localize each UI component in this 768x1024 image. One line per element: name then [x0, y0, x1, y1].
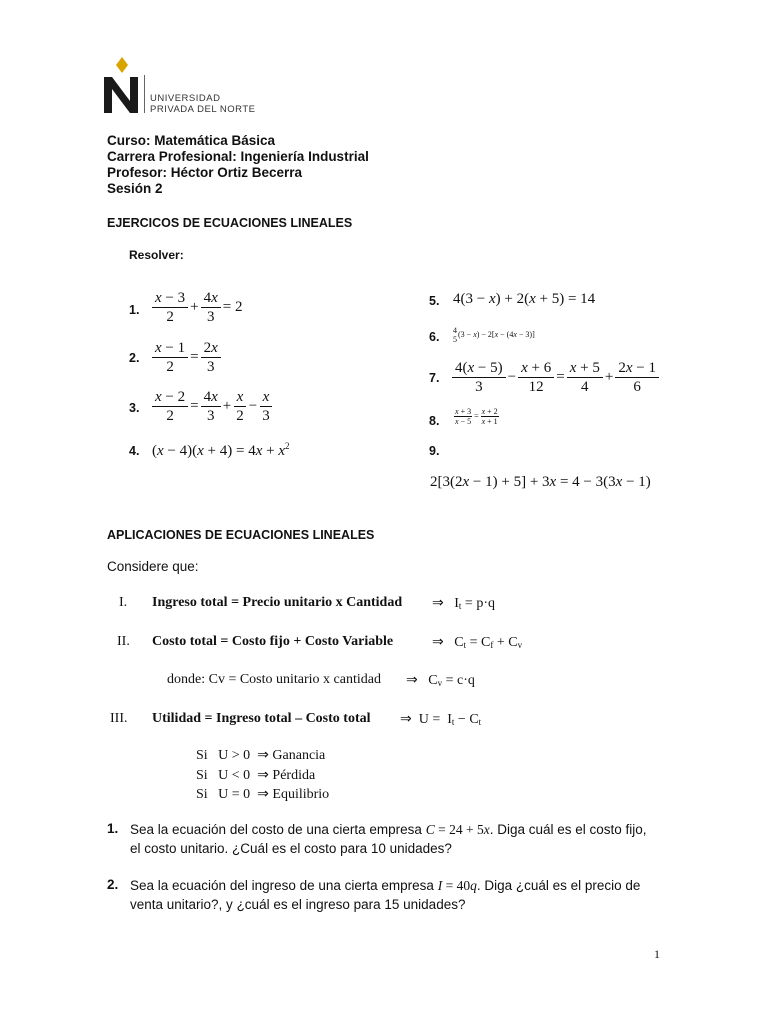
resolver-label: Resolver:: [129, 248, 184, 262]
exercise-number-4: 4.: [129, 444, 140, 458]
condition-loss: Si U < 0 ⇒ Pérdida: [196, 768, 316, 783]
cost-definition: Costo total = Costo fijo + Costo Variable: [152, 634, 394, 649]
problem-number-2: 2.: [107, 877, 119, 892]
exercise-number-7: 7.: [429, 371, 440, 385]
exercise-equation-4: $(x - 4)(x + 4) = 4x + x^2$: [152, 441, 290, 459]
variable-cost-formula: ⇒ $C_v = c\cdot q$: [406, 673, 475, 688]
problem-text-1: Sea la ecuación del costo de una cierta empresa C = 24 + 5x. Diga cuál es el costo fijo, el costo unitario. ¿Cuál es el costo para 10 unidades?: [130, 822, 647, 856]
condition-equilibrium: Si U = 0 ⇒ Equilibrio: [196, 787, 330, 802]
income-definition: Ingreso total = Precio unitario x Cantidad: [152, 595, 403, 610]
condition-gain: Si U > 0 ⇒ Ganancia: [196, 748, 326, 763]
logo-text-line1: UNIVERSIDAD: [150, 93, 221, 104]
section-title-linear-equations: EJERCICOS DE ECUACIONES LINEALES: [107, 216, 353, 230]
income-equation: I = 40q: [437, 878, 477, 893]
exercise-number-8: 8.: [429, 414, 440, 428]
exercise-equation-3: $\frac{x - 2}{2}$ = $\frac{4x}{3}$ + $\frac{x}{2}$ − $\frac{x}{3}$: [150, 389, 275, 424]
exercise-equation-5: 4(3 − x) + 2(x + 5) = 14: [453, 291, 596, 307]
profit-formula: ⇒ $U = I_t - C_t$: [400, 712, 482, 727]
exercise-equation-7: $\frac{4(x - 5)}{3}$ − $\frac{x + 6}{12}$ = $\frac{x + 5}{4}$ + $\frac{2x - 1}{6}$: [450, 360, 661, 395]
cost-equation: C = 24 + 5x: [425, 822, 490, 837]
problem-text-2: Sea la ecuación del ingreso de una cierta empresa I = 40q. Diga ¿cuál es el precio de venta unitario?, y ¿cuál es el ingreso para 15 unidades?: [130, 878, 641, 912]
exercise-number-5: 5.: [429, 294, 440, 308]
logo-divider: [144, 75, 145, 113]
profit-definition: Utilidad = Ingreso total – Costo total: [152, 711, 371, 726]
exercise-equation-2: $\frac{x - 1}{2}$ = $\frac{2x}{3}$: [150, 340, 223, 375]
consider-label: Considere que:: [107, 559, 199, 574]
career-label: Carrera Profesional: Ingeniería Industrial: [107, 149, 369, 164]
exercise-number-3: 3.: [129, 401, 140, 415]
logo-text-line2: PRIVADA DEL NORTE: [150, 104, 256, 115]
page-number: 1: [654, 947, 660, 961]
exercise-equation-8: $\frac{x + 3}{x - 5}$ = $\frac{x + 2}{x + 1}$: [455, 407, 498, 426]
logo-n-mark-icon: [98, 55, 148, 117]
exercise-number-9: 9.: [429, 444, 440, 458]
variable-cost-definition: donde: Cv = Costo unitario x cantidad: [167, 672, 381, 687]
session-label: Sesión 2: [107, 181, 163, 196]
roman-numeral-2: II.: [117, 634, 130, 649]
roman-numeral-3: III.: [110, 711, 128, 726]
section-title-applications: APLICACIONES DE ECUACIONES LINEALES: [107, 528, 375, 542]
exercise-equation-6: 4 5 (3 − x) − 2[x − (4x − 3)]: [453, 326, 535, 344]
exercise-number-1: 1.: [129, 303, 140, 317]
exercise-number-2: 2.: [129, 351, 140, 365]
cost-formula: ⇒ $C_t = C_f + C_v$: [432, 635, 523, 650]
professor-label: Profesor: Héctor Ortiz Becerra: [107, 165, 303, 180]
exercise-equation-1: $\frac{x - 3}{2}$ + $\frac{4x}{3}$ = 2: [150, 290, 243, 325]
problem-number-1: 1.: [107, 821, 119, 836]
university-logo: [98, 55, 270, 117]
course-label: Curso: Matemática Básica: [107, 133, 276, 148]
exercise-equation-9: 2[3(2x − 1) + 5] + 3x = 4 − 3(3x − 1): [430, 474, 651, 490]
exercise-number-6: 6.: [429, 330, 440, 344]
income-formula: ⇒ $I_t = p\cdot q$: [432, 596, 495, 611]
roman-numeral-1: I.: [119, 595, 128, 610]
